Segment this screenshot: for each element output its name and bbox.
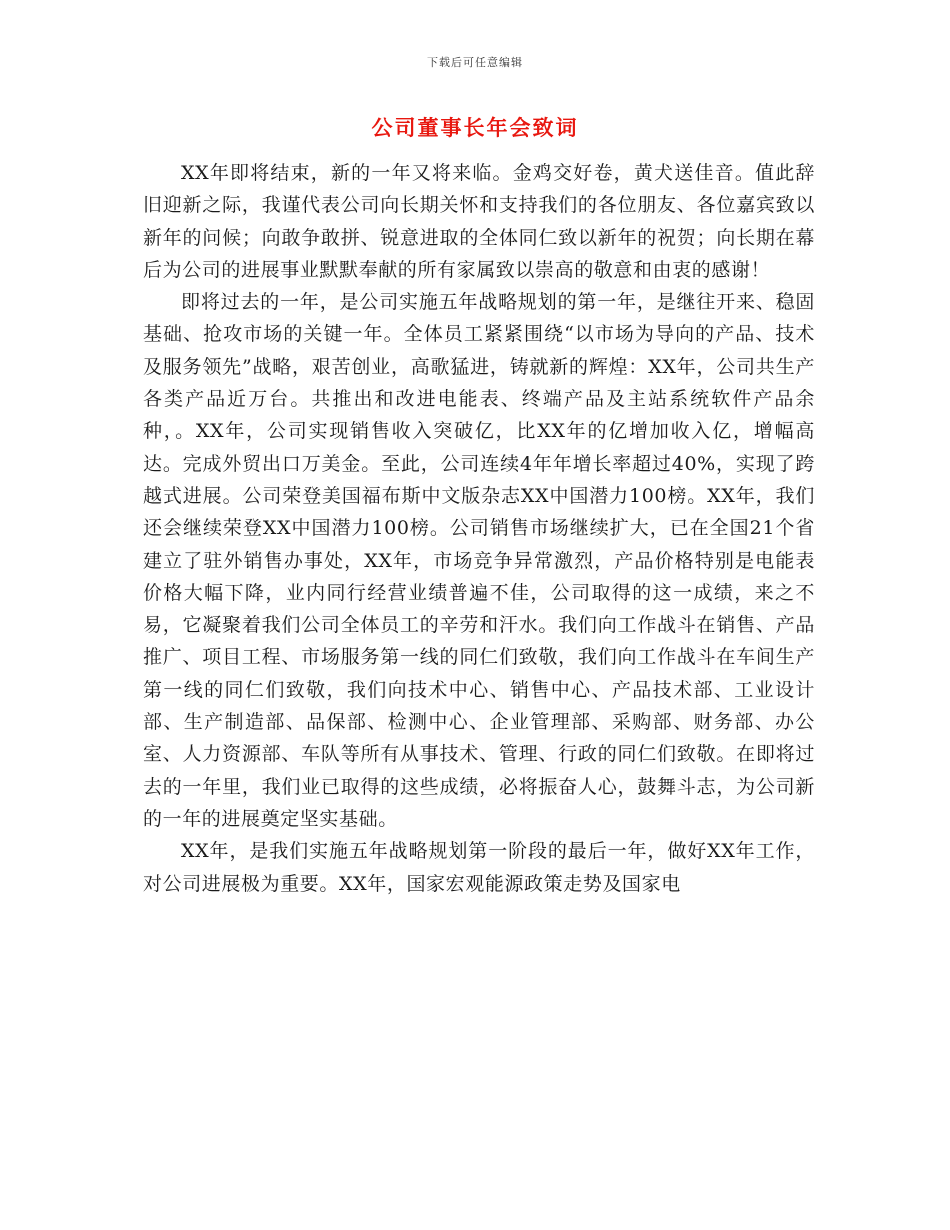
document-title: 公司董事长年会致词 — [371, 115, 579, 140]
paragraph: 即将过去的一年，是公司实施五年战略规划的第一年，是继往开来、稳固基础、抢攻市场的关键一年。全体员工紧紧围绕“以市场为导向的产品、技术及服务领先”战略，艰苦创业，高歌猛进，铸就新的辉煌：XX年，公司共生产各类产品近万台。共推出和改进电能表、终端产品及主站系统软件产品余种，。XX年，公司实现销售收入突破亿，比XX年的亿增加收入亿，增幅高达。完成外贸出口万美金。至此，公司连续4年年增长率超过40%，实现了跨越式进展。公司荣登美国福布斯中文版杂志XX中国潜力100榜。XX年，我们还会继续荣登XX中国潜力100榜。公司销售市场继续扩大，已在全国21个省建立了驻外销售办事处，XX年，市场竞争异常激烈，产品价格特别是电能表价格大幅下降，业内同行经营业绩普遍不佳，公司取得的这一成绩，来之不易，它凝聚着我们公司全体员工的辛劳和汗水。我们向工作战斗在销售、产品推广、项目工程、市场服务第一线的同仁们致敬，我们向工作战斗在车间生产第一线的同仁们致敬，我们向技术中心、销售中心、产品技术部、工业设计部、生产制造部、品保部、检测中心、企业管理部、采购部、财务部、办公室、人力资源部、车队等所有从事技术、管理、行政的同仁们致敬。在即将过去的一年里，我们业已取得的这些成绩，必将振奋人心，鼓舞斗志，为公司新的一年的进展奠定坚实基础。 — [143, 291, 815, 830]
paragraph: XX年，是我们实施五年战略规划第一阶段的最后一年，做好XX年工作，对公司进展极为重要。XX年，国家宏观能源政策走势及国家电 — [143, 840, 815, 895]
header-note: 下载后可任意编辑 — [427, 56, 523, 69]
paragraph: XX年即将结束，新的一年又将来临。金鸡交好卷，黄犬送佳音。值此辞旧迎新之际，我谨代表公司向长期关怀和支持我们的各位朋友、各位嘉宾致以新年的问候；向敢争敢拼、锐意进取的全体同仁致以新年的祝贺；向长期在幕后为公司的进展事业默默奉献的所有家属致以崇高的敬意和由衷的感谢！ — [143, 162, 815, 281]
document-body — [143, 157, 815, 900]
